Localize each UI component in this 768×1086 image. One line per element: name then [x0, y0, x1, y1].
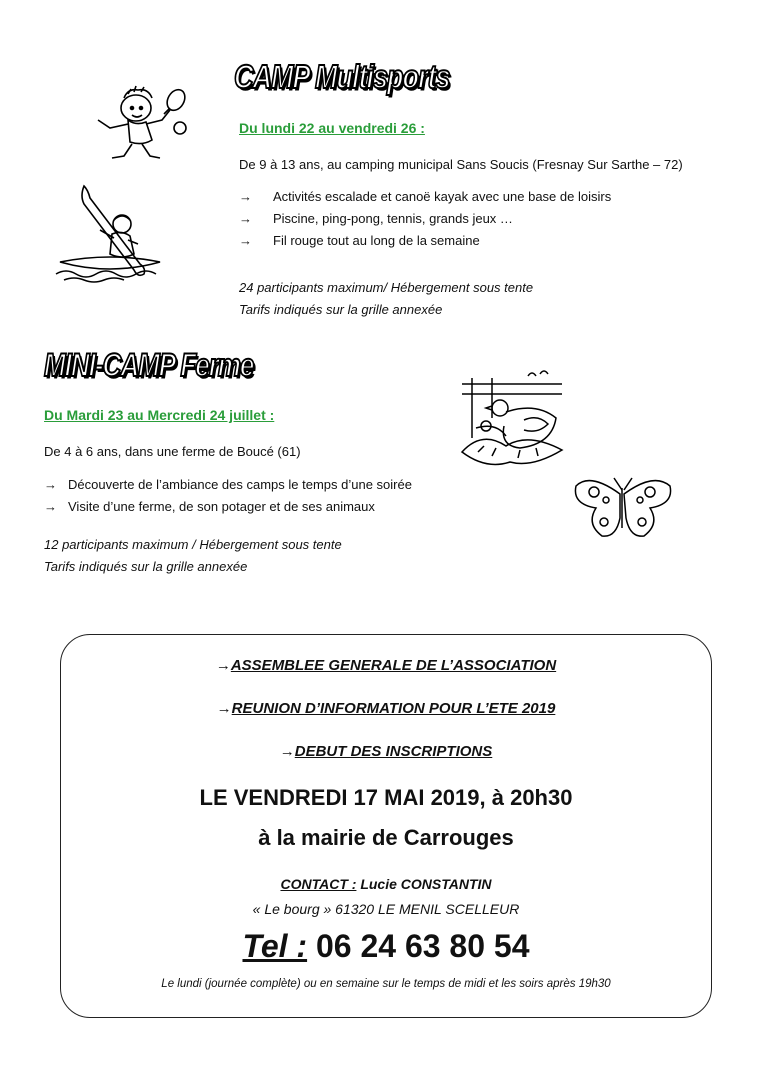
camp1-activity-list: [239, 189, 611, 255]
agenda-item-text: ASSEMBLEE GENERALE DE L’ASSOCIATION: [230, 657, 557, 674]
agenda-item-text: REUNION D’INFORMATION POUR L’ETE 2019: [231, 700, 556, 717]
info-box: [60, 634, 712, 1018]
agenda-item-text: DEBUT DES INSCRIPTIONS: [294, 743, 493, 760]
camp1-title: CAMP Multisports: [234, 58, 450, 96]
farm-hen-icon: [458, 368, 568, 468]
capacity-note: 12 participants maximum / Hébergement sous tente: [44, 537, 342, 552]
activity-text: Découverte de l’ambiance des camps le temps d’une soirée: [68, 477, 412, 492]
capacity-note: 24 participants maximum/ Hébergement sous tente: [239, 280, 534, 295]
contact-address: « Le bourg » 61320 LE MENIL SCELLEUR: [252, 901, 520, 917]
list-item: [44, 499, 412, 521]
camp2-date: Du Mardi 23 au Mercredi 24 juillet :: [44, 407, 275, 423]
contact-name: Lucie CONSTANTIN: [360, 876, 492, 892]
tennis-boy-icon: [88, 86, 198, 166]
arrow-icon: →: [279, 743, 295, 760]
event-date: LE VENDREDI 17 MAI 2019, à 20h30: [199, 785, 573, 810]
list-item: [239, 189, 611, 211]
camp1-date: Du lundi 22 au vendredi 26 :: [239, 120, 425, 136]
phone-line: [61, 928, 711, 965]
arrow-icon: →: [239, 189, 252, 204]
arrow-icon: →: [216, 700, 232, 717]
phone-label: Tel :: [242, 928, 308, 964]
arrow-icon: →: [44, 499, 57, 514]
activity-text: Activités escalade et canoë kayak avec une base de loisirs: [273, 189, 612, 204]
agenda-item-assembly: [61, 657, 711, 674]
activity-text: Fil rouge tout au long de la semaine: [273, 233, 480, 248]
list-item: [44, 477, 412, 499]
camp1-description: De 9 à 13 ans, au camping municipal Sans Soucis (Fresnay Sur Sarthe – 72): [239, 157, 683, 172]
arrow-icon: →: [239, 211, 252, 226]
kayak-icon: [54, 184, 166, 284]
phone-number: 06 24 63 80 54: [315, 928, 530, 964]
arrow-icon: →: [239, 233, 252, 248]
camp2-description: De 4 à 6 ans, dans une ferme de Boucé (61): [44, 444, 301, 459]
arrow-icon: →: [44, 477, 57, 492]
event-place: à la mairie de Carrouges: [258, 825, 514, 850]
agenda-item-info-meeting: [61, 700, 711, 717]
pricing-note: Tarifs indiqués sur la grille annexée: [44, 559, 248, 574]
camp2-activity-list: [44, 477, 412, 521]
list-item: [239, 211, 611, 233]
activity-text: Visite d’une ferme, de son potager et de ses animaux: [68, 499, 375, 514]
butterfly-icon: [572, 474, 676, 546]
list-item: [239, 233, 611, 255]
activity-text: Piscine, ping-pong, tennis, grands jeux …: [273, 211, 513, 226]
contact-hours: Le lundi (journée complète) ou en semaine sur le temps de midi et les soirs après 19h30: [161, 978, 611, 990]
arrow-icon: →: [215, 657, 231, 674]
camp1-notes: [239, 277, 533, 321]
agenda-item-registrations: [61, 743, 711, 760]
camp2-notes: [44, 534, 342, 578]
camp2-title: MINI-CAMP Ferme: [44, 346, 254, 384]
pricing-note: Tarifs indiqués sur la grille annexée: [239, 302, 443, 317]
contact-label: CONTACT :: [280, 876, 357, 892]
contact-line: [61, 876, 711, 892]
